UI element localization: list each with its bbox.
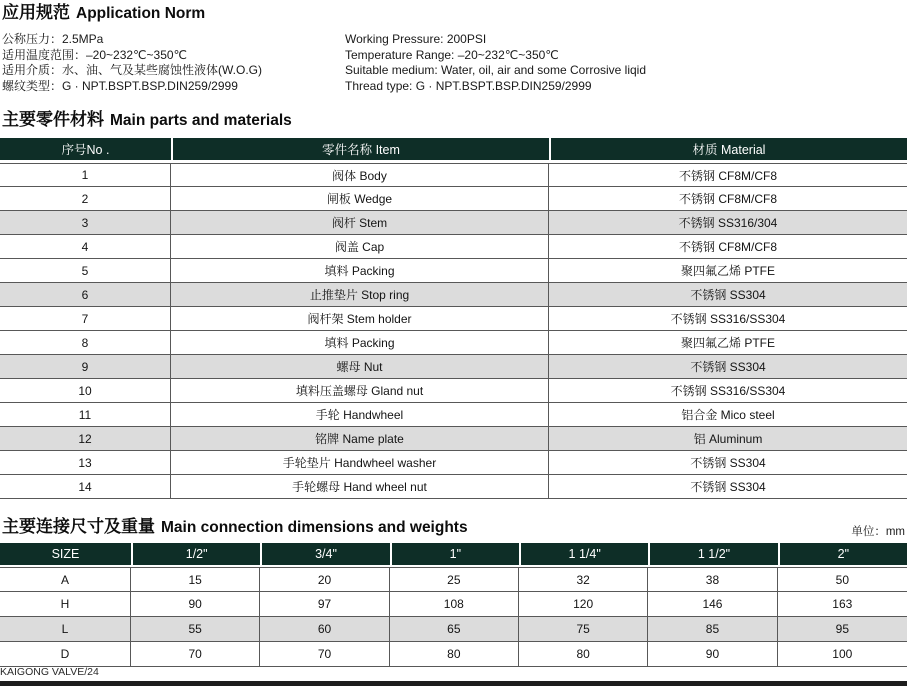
dimensions-cell: 70 (260, 642, 389, 667)
dimensions-cell: 55 (131, 617, 260, 642)
dimensions-table-row (0, 642, 907, 667)
parts-cell-no: 2 (0, 187, 171, 211)
dimensions-header-cell: 1 1/4" (519, 543, 648, 567)
parts-cell-material: 不锈钢 SS304 (549, 283, 907, 307)
parts-table-row (0, 379, 907, 403)
dimensions-cell: 120 (519, 592, 648, 617)
dimensions-cell: 163 (778, 592, 907, 617)
parts-cell-material: 不锈钢 SS304 (549, 355, 907, 379)
dimensions-table (0, 543, 907, 667)
parts-table-row (0, 403, 907, 427)
parts-cell-no: 13 (0, 451, 171, 475)
dimensions-cell: 80 (519, 642, 648, 667)
parts-table-row (0, 259, 907, 283)
parts-cell-item: 阀杆架 Stem holder (171, 307, 549, 331)
dimensions-table-head (0, 543, 907, 567)
specs-column-english (345, 32, 646, 94)
parts-section-title-zh: 主要零件材料 (2, 110, 104, 129)
dimensions-section-title-zh: 主要连接尺寸及重量 (2, 517, 155, 536)
spec-line-zh: 螺纹类型：G · NPT.BSPT.BSP.DIN259/2999 (2, 78, 238, 93)
footer-bottom-bar (0, 681, 907, 686)
dimensions-cell: 25 (390, 567, 519, 592)
parts-cell-item: 手轮垫片 Handwheel washer (171, 451, 549, 475)
parts-cell-material: 不锈钢 SS304 (549, 475, 907, 499)
spec-line-zh: 公称压力：2.5MPa (2, 32, 104, 46)
parts-section-title-en: Main parts and materials (110, 112, 292, 129)
parts-table (0, 138, 907, 499)
parts-cell-no: 14 (0, 475, 171, 499)
dimensions-header-cell: 1/2" (131, 543, 260, 567)
parts-table-row (0, 235, 907, 259)
parts-cell-no: 10 (0, 379, 171, 403)
spec-line-zh: 适用介质：水、油、气及某些腐蚀性液体(W.O.G) (2, 63, 262, 77)
parts-cell-material: 不锈钢 SS316/SS304 (549, 307, 907, 331)
dimensions-header-cell: SIZE (0, 543, 131, 567)
dimensions-cell: 108 (390, 592, 519, 617)
parts-cell-item: 螺母 Nut (171, 355, 549, 379)
dimensions-cell: 15 (131, 567, 260, 592)
parts-cell-material: 聚四氟乙烯 PTFE (549, 331, 907, 355)
dimensions-section-title (2, 516, 468, 539)
parts-table-row (0, 211, 907, 235)
application-norm-title (2, 2, 907, 25)
parts-table-body (0, 163, 907, 499)
parts-cell-material: 不锈钢 SS316/SS304 (549, 379, 907, 403)
parts-cell-material: 不锈钢 CF8M/CF8 (549, 235, 907, 259)
parts-table-row (0, 283, 907, 307)
dimensions-cell: 65 (390, 617, 519, 642)
dimensions-cell: 97 (260, 592, 389, 617)
dimensions-cell: 95 (778, 617, 907, 642)
dimensions-cell: 90 (648, 642, 777, 667)
application-norm-title-en: Application Norm (76, 5, 206, 22)
parts-cell-item: 阀盖 Cap (171, 235, 549, 259)
parts-cell-item: 手轮螺母 Hand wheel nut (171, 475, 549, 499)
dimensions-table-row (0, 617, 907, 642)
dimensions-cell: 50 (778, 567, 907, 592)
spec-line-en: Suitable medium: Water, oil, air and some Corrosive liqid (345, 63, 647, 77)
dimensions-cell: 75 (519, 617, 648, 642)
dimensions-row-label: A (0, 567, 131, 592)
parts-cell-no: 7 (0, 307, 171, 331)
parts-cell-no: 5 (0, 259, 171, 283)
parts-table-row (0, 451, 907, 475)
dimensions-cell: 90 (131, 592, 260, 617)
parts-table-head (0, 138, 907, 163)
dimensions-section-title-en: Main connection dimensions and weights (161, 519, 468, 536)
parts-table-row (0, 163, 907, 187)
parts-cell-item: 阀体 Body (171, 163, 549, 187)
spec-line-zh: 适用温度范围：–20~232℃~350℃ (2, 47, 188, 62)
dimensions-table-row (0, 567, 907, 592)
parts-table-row (0, 307, 907, 331)
dimensions-header-cell: 1 1/2" (648, 543, 777, 567)
application-norm-title-zh: 应用规范 (2, 3, 70, 22)
spec-line-en: Temperature Range: –20~232℃~350℃ (345, 47, 559, 62)
specs-column-chinese (2, 32, 345, 94)
dimensions-header-cell: 2" (778, 543, 907, 567)
parts-cell-material: 铝合金 Mico steel (549, 403, 907, 427)
dimensions-table-body (0, 567, 907, 667)
parts-cell-material: 不锈钢 CF8M/CF8 (549, 187, 907, 211)
dimensions-cell: 60 (260, 617, 389, 642)
parts-cell-no: 11 (0, 403, 171, 427)
parts-cell-item: 填料 Packing (171, 331, 549, 355)
parts-cell-item: 闸板 Wedge (171, 187, 549, 211)
parts-header-item: 零件名称 Item (171, 138, 549, 163)
parts-cell-no: 9 (0, 355, 171, 379)
parts-cell-material: 不锈钢 SS304 (549, 451, 907, 475)
unit-label: 单位：mm (851, 526, 905, 538)
dimensions-cell: 32 (519, 567, 648, 592)
parts-cell-material: 铝 Aluminum (549, 427, 907, 451)
parts-cell-item: 填料 Packing (171, 259, 549, 283)
dimensions-cell: 70 (131, 642, 260, 667)
parts-table-header-row (0, 138, 907, 163)
dimensions-section-header (0, 516, 907, 539)
parts-cell-no: 6 (0, 283, 171, 307)
parts-table-row (0, 187, 907, 211)
parts-cell-item: 铭牌 Name plate (171, 427, 549, 451)
parts-cell-material: 不锈钢 CF8M/CF8 (549, 163, 907, 187)
parts-cell-item: 手轮 Handwheel (171, 403, 549, 427)
dimensions-cell: 100 (778, 642, 907, 667)
dimensions-cell: 38 (648, 567, 777, 592)
parts-table-row (0, 355, 907, 379)
parts-cell-item: 填料压盖螺母 Gland nut (171, 379, 549, 403)
parts-cell-material: 不锈钢 SS316/304 (549, 211, 907, 235)
parts-table-row (0, 475, 907, 499)
dimensions-row-label: L (0, 617, 131, 642)
footer-text: KAIGONG VALVE/24 (0, 666, 99, 678)
parts-header-no: 序号No . (0, 138, 171, 163)
parts-cell-item: 阀杆 Stem (171, 211, 549, 235)
dimensions-header-cell: 3/4" (260, 543, 389, 567)
dimensions-header-cell: 1" (390, 543, 519, 567)
dimensions-table-header-row (0, 543, 907, 567)
dimensions-row-label: H (0, 592, 131, 617)
spec-line-en: Working Pressure: 200PSI (345, 32, 487, 46)
parts-header-material: 材质 Material (549, 138, 907, 163)
parts-table-row (0, 331, 907, 355)
dimensions-cell: 146 (648, 592, 777, 617)
parts-cell-no: 1 (0, 163, 171, 187)
dimensions-cell: 20 (260, 567, 389, 592)
spec-line-en: Thread type: G · NPT.BSPT.BSP.DIN259/2999 (345, 78, 592, 93)
parts-cell-no: 8 (0, 331, 171, 355)
parts-section-title (2, 109, 907, 132)
dimensions-cell: 80 (390, 642, 519, 667)
parts-cell-material: 聚四氟乙烯 PTFE (549, 259, 907, 283)
parts-cell-no: 12 (0, 427, 171, 451)
dimensions-row-label: D (0, 642, 131, 667)
dimensions-table-row (0, 592, 907, 617)
parts-cell-no: 4 (0, 235, 171, 259)
parts-cell-no: 3 (0, 211, 171, 235)
parts-cell-item: 止推垫片 Stop ring (171, 283, 549, 307)
application-norm-specs (2, 32, 907, 94)
parts-table-row (0, 427, 907, 451)
dimensions-cell: 85 (648, 617, 777, 642)
